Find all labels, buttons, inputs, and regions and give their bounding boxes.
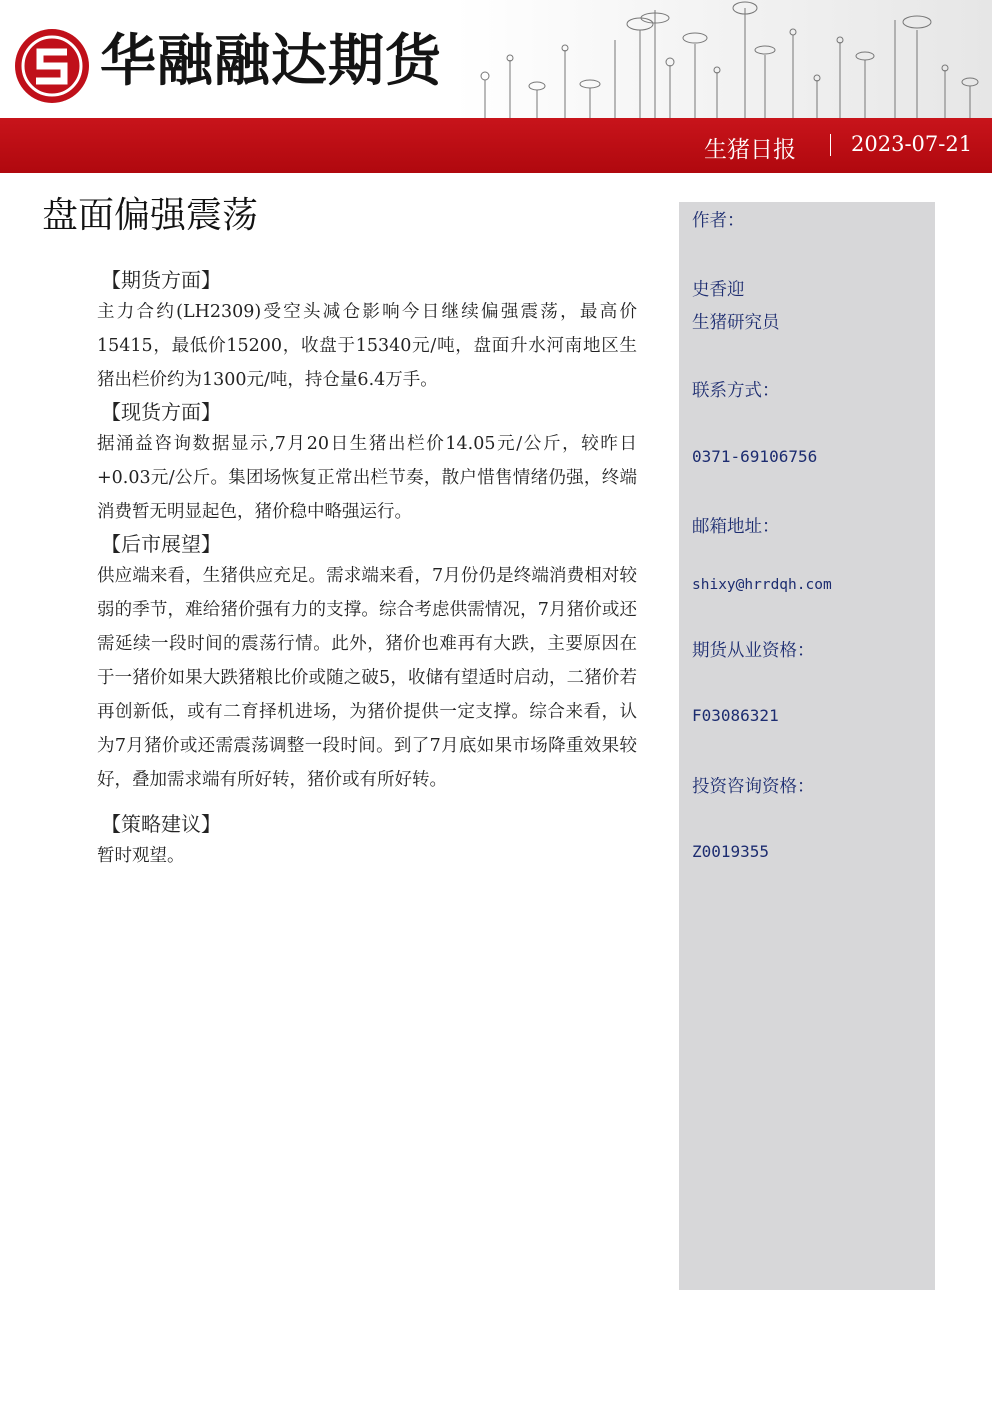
advisory-qualification-number: Z0019355 [692,842,770,861]
header-decoration [455,0,992,118]
section-heading-strategy: 【策略建议】 [101,812,221,836]
author-name: 史香迎 [692,280,745,300]
section-heading-futures: 【期货方面】 [101,268,221,292]
section-gap [97,797,637,809]
author-sidebar [679,202,935,1290]
contact-phone: 0371-69106756 [692,447,818,466]
email-address[interactable]: shixy@hrrdqh.com [692,577,832,593]
advisory-qualification-label: 投资咨询资格： [692,777,815,797]
company-logo [12,26,92,106]
header-divider [830,134,831,156]
section-body-futures: 主力合约(LH2309)受空头减仓影响今日继续偏强震荡，最高价15415，最低价15200，收盘于15340元/吨，盘面升水河南地区生猪出栏价约为1300元/吨，持仓量6.4万手。 [97,302,637,390]
futures-qualification-number: F03086321 [692,706,779,725]
email-label: 邮箱地址： [692,517,780,537]
page-title: 盘面偏强震荡 [42,195,259,236]
section-body-spot: 据涌益咨询数据显示,7月20日生猪出栏价14.05元/公斤，较昨日+0.03元/公斤。集团场恢复正常出栏节奏，散户惜售情绪仍强，终端消费暂无明显起色，猪价稳中略强运行。 [97,434,637,522]
contact-label: 联系方式： [692,381,780,401]
report-type: 生猪日报 [704,137,796,163]
section-heading-spot: 【现货方面】 [101,400,221,424]
author-label: 作者： [692,211,745,231]
page-header [0,0,992,118]
author-title: 生猪研究员 [692,313,780,333]
company-name: 华融融达期货 [100,29,442,94]
report-body [97,265,637,873]
header-red-bar [0,118,992,173]
section-heading-outlook: 【后市展望】 [101,532,221,556]
futures-qualification-label: 期货从业资格： [692,641,815,661]
section-body-outlook: 供应端来看，生猪供应充足。需求端来看，7月份仍是终端消费相对较弱的季节，难给猪价强有力的支撑。综合考虑供需情况，7月猪价或还需延续一段时间的震荡行情。此外，猪价也难再有大跌，主要原因在于一猪价如果大跌猪粮比价或随之破5，收储有望适时启动，二猪价若再创新低，或有二育择机进场，为猪价提供一定支撑。综合来看，认为7月猪价或还需震荡调整一段时间。到了7月底如果市场降重效果较好，叠加需求端有所好转，猪价或有所好转。 [97,566,637,790]
report-date: 2023-07-21 [851,132,973,156]
section-body-strategy: 暂时观望。 [97,846,185,866]
